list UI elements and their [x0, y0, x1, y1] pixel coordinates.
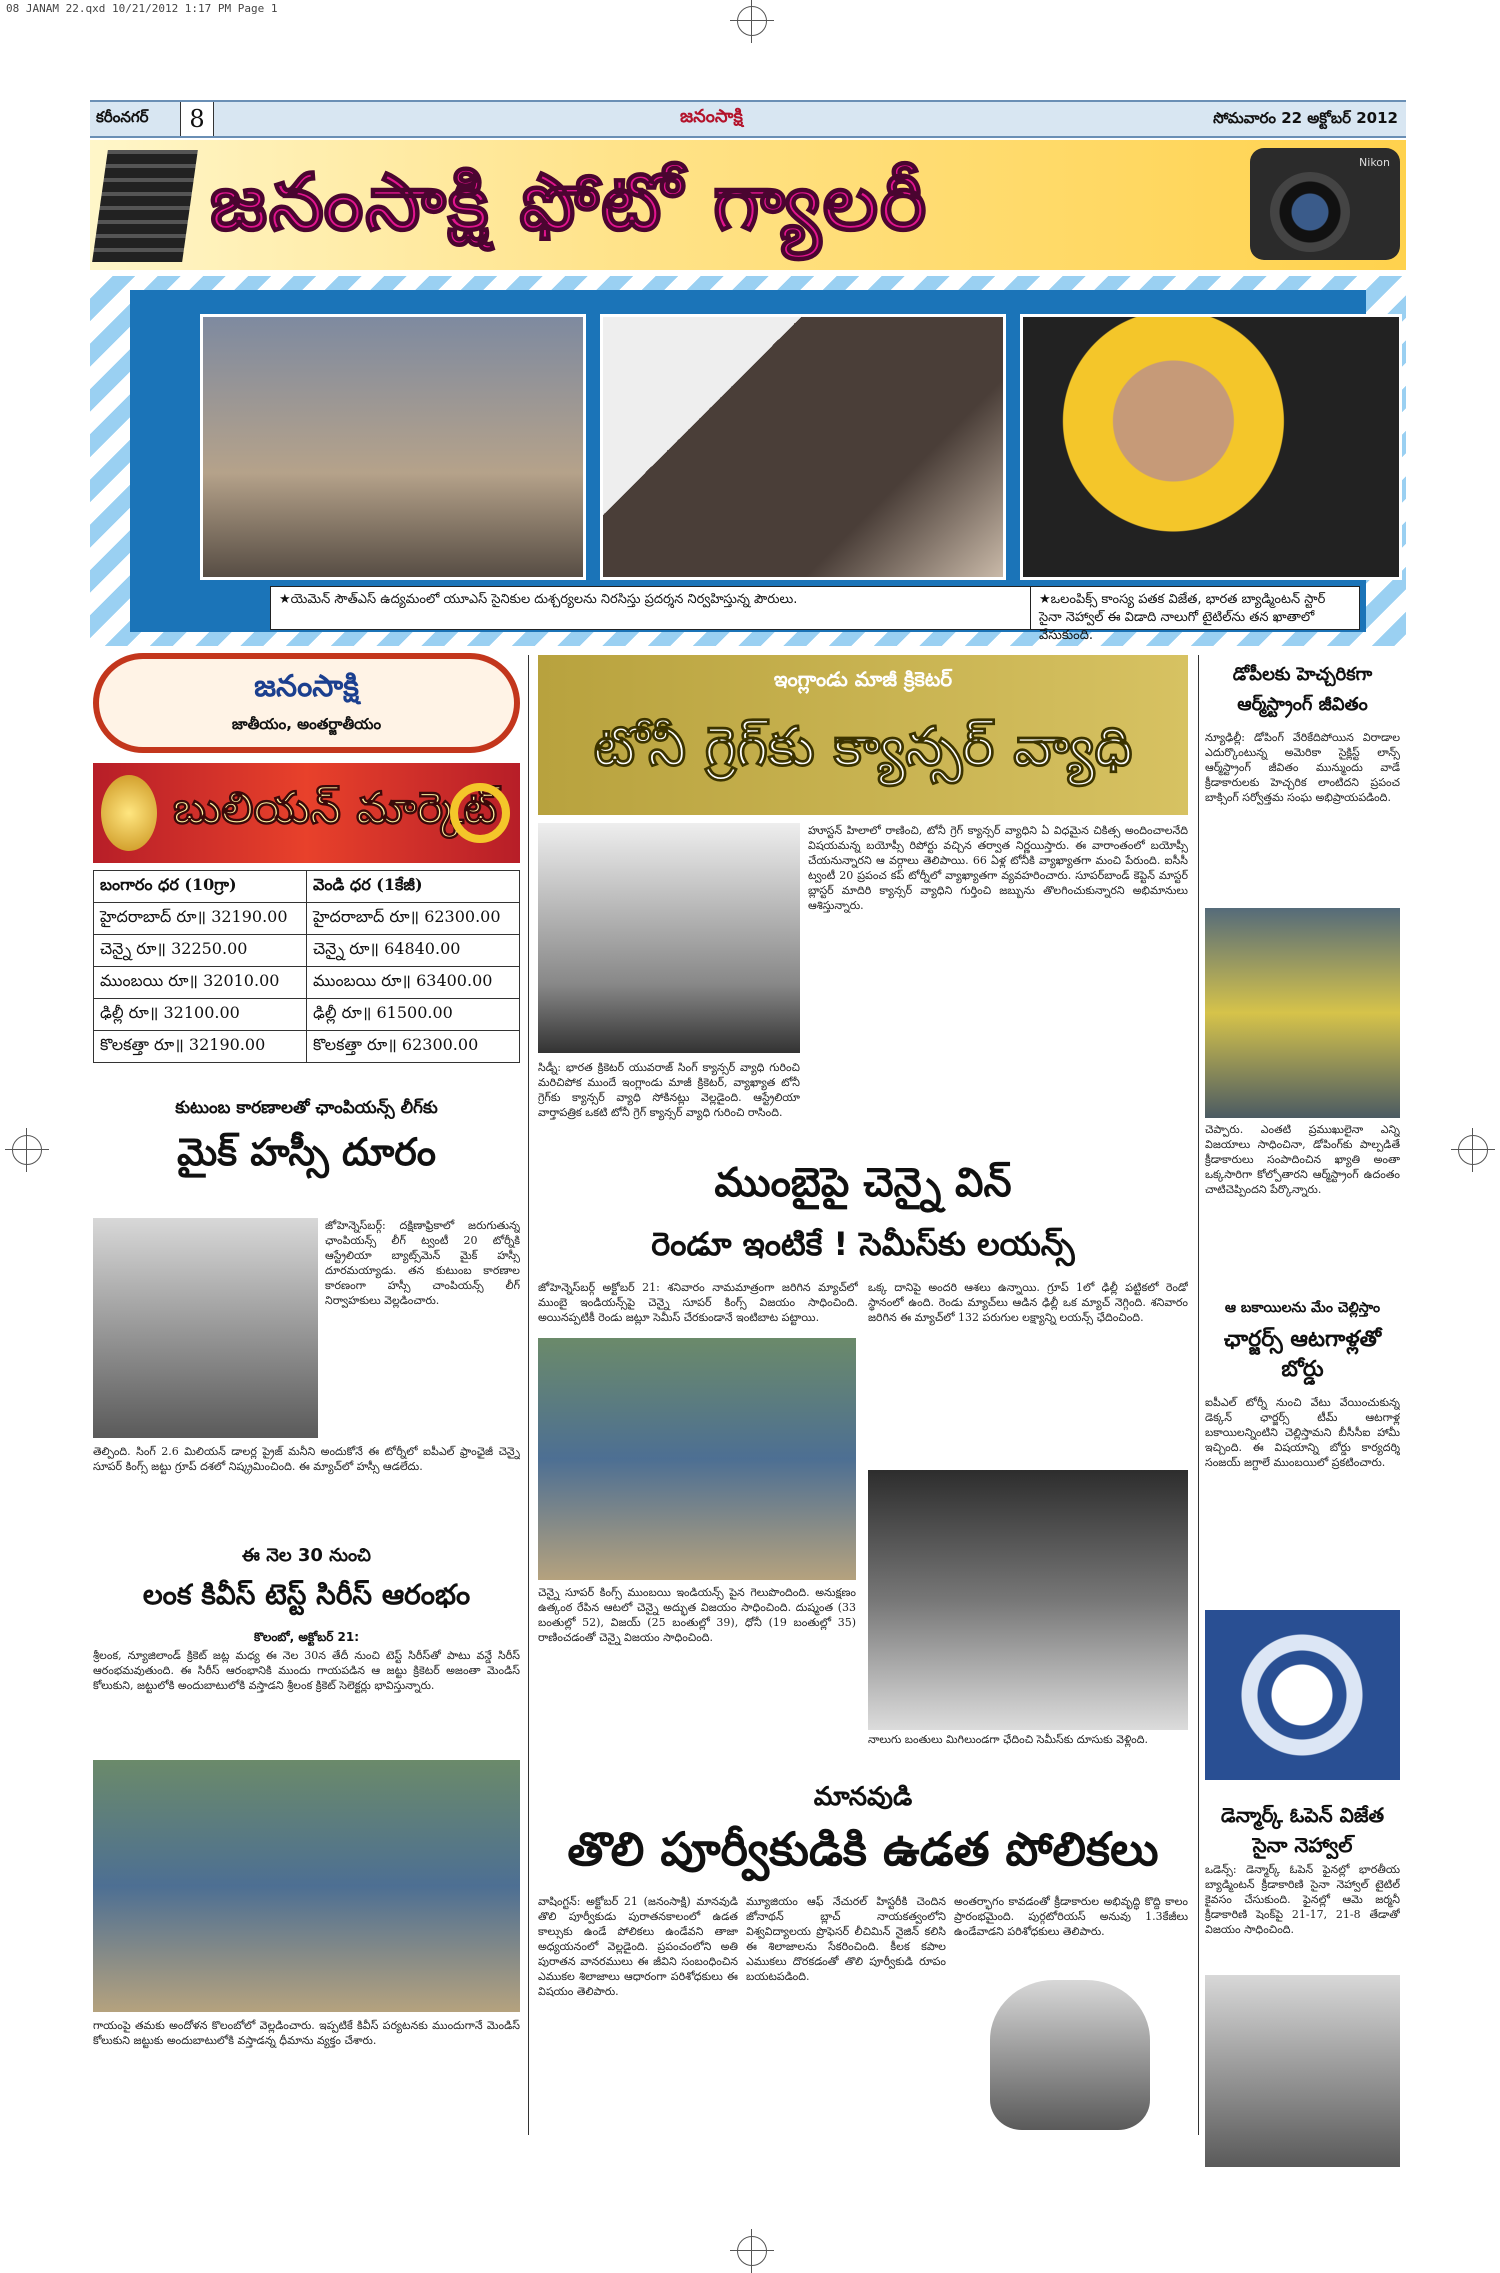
table-row: [94, 1031, 520, 1063]
yemen-protest-photo: [200, 314, 586, 580]
print-slug: 08 JANAM 22.qxd 10/21/2012 1:17 PM Page 1: [6, 2, 278, 15]
gold-price: ముంబయి రూ॥ 32010.00: [94, 967, 307, 999]
gold-header: బంగారం ధర (10గ్రా): [94, 871, 307, 903]
bullion-banner: [93, 763, 520, 863]
table-header-row: [94, 871, 520, 903]
chargers-kicker: ఆ బకాయిలను మేం చెల్లిస్తాం: [1224, 1300, 1381, 1316]
tony-greig-photo: [538, 823, 800, 1053]
camera-lens: [1270, 172, 1350, 252]
armstrong-body-2: చెప్పారు. ఎంతటి ప్రముఖులైనా ఎన్ని విజయాలు సాధించినా, డోపింగ్‌కు పాల్పడితే క్రీడాకారులు సంపాదించిన ఖ్యాతి అంతా ఒక్కసారిగా కోల్పోతారని ఆర్మ్‌స్ట్రాంగ్ ఉదంతం చాటిచెప్పిందని పేర్కొన్నారు.: [1205, 1123, 1400, 1196]
lanka-body-2: గాయంపై తమకు అందోళన కొలంబోలో వెల్లడించారు. ఇప్పటికే కివీస్ పర్యటనకు ముందుగానే మెండిస్ కోలుకుని జట్టుకు అందుబాటులోకి వస్తాడన్న ధీమాను వ్యక్తం చేశారు.: [93, 2019, 520, 2047]
armstrong-body-1: న్యూఢిల్లీ: డోపింగ్ వేరికేదిపోయిన విరాడాల ఎదుర్కొంటున్న అమెరికా సైక్లిస్ట్ లాన్స్ ఆర్మ్‌స్ట్రాంగ్ జీవితం మున్ముందు వాడే క్రీడాకారులకు హెచ్చరిక లాంటిదని ప్రపంచ బాక్సింగ్ సర్వోత్తమ సంఘ అభిప్రాయపడింది.: [1205, 731, 1400, 804]
table-row: [94, 999, 520, 1031]
ancestor-body-2: మ్యూజియం ఆఫ్ నేచురల్ హిస్టరీకి చెందిన జోనాథన్ బ్లాచ్ నాయకత్వంలోని విశ్వవిద్యాలయ ప్రొఫెసర్ లీచిమిన్ నైజిన్ కలిసి ఈ శిలాజాలను సేకరించింది. కీలక కపాల ఎముకలు దొరకడంతో తొలి పూర్వీకుడి రూపం బయటపడింది.: [746, 1895, 946, 1983]
silver-price: ఢిల్లీ రూ॥ 61500.00: [307, 999, 520, 1031]
tony-greig-body-1: హూస్టన్‌ హిలాలో రాణించి, టోనీ గ్రెగ్ క్యాన్సర్ వ్యాధిని ఏ విధమైన చికిత్స అందించాలనేది విషయమన్న బయోప్సీ రిపోర్టు వచ్చిన తర్వాత నిర్ణయిస్తారు. ఈ వారాంతంలో బయోప్సీ చేయనున్నారని ఆ వర్గాలు తెలిపాయి. 66 ఏళ్ల టోనీకి వ్యాఖ్యాతగా మంచి పేరుంది. ఐసీసీ ట్వంటీ 20 ప్రపంచ కప్ టోర్నీలో వ్యాఖ్యాతగా వ్యవహరించారు. సూపర్‌బాండ్ కెప్టెన్ మాస్టర్ బ్లాస్టర్ మాదిరి క్యాన్సర్ వ్యాధిని గుర్తించి జబ్బును తొలగించుకున్నారని అభిమానులు ఆశిస్తున్నారు.: [808, 824, 1188, 912]
gallery-caption-right: ★ఒలంపిక్స్ కాంస్య పతక విజేత, భారత బ్యాడ్మింటన్ స్టార్ సైనా నెహ్వాల్ ఈ విడాది నాలుగో టైటిల్‌ను తన ఖాతాలో వేసుకుంది.: [1030, 586, 1360, 630]
yemen-women-protest-photo: [600, 314, 1006, 580]
silver-price: చెన్నై రూ॥ 64840.00: [307, 935, 520, 967]
gold-price: హైదరాబాద్ రూ॥ 32190.00: [94, 903, 307, 935]
gallery-panel: [130, 290, 1366, 643]
table-row: [94, 935, 520, 967]
mumbai-body-2: ఒక్క దానిపై అందరి ఆశలు ఉన్నాయి. గ్రూప్ 1లో ఢిల్లీ పట్టికలో రెండో స్థానంలో ఉంది. రెండు మ్యాచ్‌లు ఆడిన ఢిల్లీ ఒక మ్యాచ్ నెగ్గింది. శనివారం జరిగిన ఈ మ్యాచ్‌లో 132 పరుగుల లక్ష్యాన్ని లయన్స్ ఛేదించింది.: [868, 1281, 1188, 1324]
table-row: [94, 967, 520, 999]
registration-mark-right: [1458, 1135, 1488, 1165]
section-brand: జనంసాక్షి: [254, 669, 359, 704]
table-row: [94, 903, 520, 935]
silver-price: ముంబయి రూ॥ 63400.00: [307, 967, 520, 999]
mumbai-headline: ముంబైపై చెన్నై విన్: [714, 1160, 1012, 1206]
saina-headline: డెన్మార్క్ ఓపెన్ విజేత సైనా నెహ్వాల్: [1220, 1803, 1385, 1857]
filmstrip-icon: [92, 150, 198, 262]
registration-mark-top: [737, 6, 767, 36]
silver-price: హైదరాబాద్ రూ॥ 62300.00: [307, 903, 520, 935]
bcci-emblem: [1235, 1628, 1369, 1762]
gold-price: ఢిల్లీ రూ॥ 32100.00: [94, 999, 307, 1031]
hussey-photo: [93, 1218, 318, 1438]
sri-lanka-team-photo: [93, 1760, 520, 2012]
mumbai-photo-caption: నాలుగు బంతులు మిగిలుండగా ఛేదించి సెమీస్‌కు దూసుకు వెళ్లింది.: [868, 1733, 1148, 1746]
hussey-body-1: జోహెన్నెస్‌బర్గ్: దక్షిణాఫ్రికాలో జరుగుతున్న ఛాంపియన్స్ లీగ్ ట్వంటీ 20 టోర్నీకి ఆస్ట్రేలియా బ్యాట్స్‌మెన్ మైక్ హస్సీ దూరమయ్యాడు. తన కుటుంబ కారణాల కారణంగా హస్సీ చాంపియన్స్ లీగ్ నిర్వాహకులు వెల్లడించారు.: [325, 1219, 520, 1307]
lanka-dateline: కొలంబో, అక్టోబర్ 21:: [253, 1630, 360, 1644]
page-header-bar: [90, 100, 1406, 138]
tony-greig-header: [538, 655, 1188, 815]
page-number: 8: [180, 102, 214, 136]
gold-price: కొలకత్తా రూ॥ 32190.00: [94, 1031, 307, 1063]
banner-title: జనంసాక్షి ఫోటో గ్యాలరీ: [210, 158, 929, 248]
ring-icon: [450, 783, 510, 843]
ancestor-illustration: [990, 1980, 1150, 2130]
tony-greig-kicker: ఇంగ్లాండు మాజీ క్రికెటర్: [773, 667, 953, 691]
photo-gallery-banner: [90, 140, 1406, 270]
bullion-title: బులియన్ మార్కెట్: [173, 783, 498, 834]
hussey-headline: మైక్ హస్సీ దూరం: [176, 1130, 437, 1174]
section-subtitle: జాతీయం, అంతర్జాతీయం: [231, 715, 382, 733]
ancestor-kicker: మానవుడి: [813, 1782, 913, 1812]
registration-mark-bottom: [737, 2236, 767, 2266]
section-brand-box: [93, 653, 520, 753]
hussey-body-2: తెల్పింది. సింగ్ 2.6 మిలియన్ డాలర్ల ప్రైజ్ మనీని అందుకోనే ఈ టోర్నీలో ఐపీఎల్ ఫ్రాంఛైజీ చెన్నై సూపర్ కింగ్స్ జట్టు గ్రూప్ దశలో నిష్క్రమించింది. ఈ మ్యాచ్‌లో హస్సీ ఆడలేదు.: [93, 1445, 520, 1473]
lanka-body-1: శ్రీలంక, న్యూజిలాండ్ క్రికెట్ జట్ల మధ్య ఈ నెల 30న తేదీ నుంచి టెస్ట్ సిరీస్‌తో పాటు వన్డే సిరీస్ ఆరంభమవుతుంది. ఈ సిరీస్ ఆరంభానికి ముందు గాయపడిన ఆ జట్టు క్రికెటర్ అజంతా మెండిస్ కోలుకుని, జట్టులోకి అందుబాటులోకి వస్తాడని శ్రీలంక క్రికెట్ సెలెక్టర్లు భావిస్తున్నారు.: [93, 1649, 520, 1692]
chargers-body: ఐపీఎల్ టోర్నీ నుంచి వేటు వేయించుకున్న డెక్కన్ ఛార్జర్స్ టీమ్ ఆటగాళ్ల బకాయిలన్నింటిని చెల్లిస్తామని బీసీసీఐ హామీ ఇచ్చింది. ఈ విషయాన్ని బోర్డు కార్యదర్శి సంజయ్ జగ్దాలే ముంబయిలో ప్రకటించారు.: [1205, 1396, 1400, 1469]
camera-brand: Nikon: [1359, 156, 1390, 169]
jewellery-icon: [101, 775, 157, 851]
saina-photo: [1205, 1975, 1400, 2167]
ancestor-body-3: అంతర్భాగం కావడంతో క్రీడాకారుల అభివృద్ధి కొద్ది కాలం ప్రారంభమైంది. పుర్గటోరియస్ అనువు 1.3కేజీలు ఉండేవాడని పరిశోధకులు తెలిపారు.: [954, 1895, 1188, 1938]
silver-price: కొలకత్తా రూ॥ 62300.00: [307, 1031, 520, 1063]
column-rule: [528, 655, 529, 2135]
chennai-players-photo: [868, 1470, 1188, 1730]
registration-mark-left: [12, 1135, 42, 1165]
bcci-logo-image: [1205, 1610, 1400, 1780]
bullion-price-table: [93, 870, 520, 1063]
tony-greig-headline: టోనీ గ్రెగ్‌కు క్యాన్సర్ వ్యాధి: [593, 715, 1133, 778]
chennai-team-photo: [538, 1338, 856, 1580]
tony-greig-body-2: సిడ్నీ: భారత క్రికెటర్ యువరాజ్ సింగ్ క్యాన్సర్ వ్యాధి గురించి మరిచిపోక ముందే ఇంగ్లాండు మాజీ క్రికెటర్, వ్యాఖ్యాత టోనీ గ్రెగ్‌కు క్యాన్సర్ వ్యాధి సోకినట్లు వెల్లడైంది. ఆస్ట్రేలియా వార్తాపత్రిక ఒకటి టోనీ గ్రెగ్ క్యాన్సర్ వ్యాధి గురించి రాసింది.: [538, 1061, 800, 1119]
gallery-caption-left: ★యెమెన్ సౌత్ఎస్ ఉద్యమంలో యూఎస్ సైనికుల దుశ్చర్యలను నిరసిస్తు ప్రదర్శన నిర్వహిస్తున్న పౌరులు.: [270, 586, 1150, 630]
mumbai-body-1: జోహెన్నెస్‌బర్గ్ అక్టోబర్ 21: శనివారం నామమాత్రంగా జరిగిన మ్యాచ్‌లో ముంబై ఇండియన్స్‌పై చెన్నై సూపర్ కింగ్స్ విజయం సాధించింది. అయినప్పటికీ రెండు జట్లూ సెమీస్ చేరకుండానే ఇంటిబాట పట్టాయి.: [538, 1281, 858, 1324]
armstrong-photo: [1205, 908, 1400, 1118]
mumbai-body-3: చెన్నై సూపర్ కింగ్స్ ముంబయి ఇండియన్స్ పైన గెలుపొందింది. అనుక్షణం ఉత్కంఠ రేపిన ఆటలో చెన్నై అద్భుత విజయం సాధించింది. దుష్మంత (33 బంతుల్లో 52), విజయ్ (25 బంతుల్లో 39), ధోనీ (19 బంతుల్లో 35) రాణించడంతో చెన్నై విజయం సాధించింది.: [538, 1586, 856, 1644]
photo-gallery: [90, 276, 1406, 646]
header-logo: జనంసాక్షి: [680, 106, 743, 127]
saina-trophy-photo: [1020, 314, 1402, 580]
mumbai-subheadline: రెండూ ఇంటికే ! సెమీస్‌కు లయన్స్: [651, 1225, 1075, 1263]
armstrong-headline: డోపీలకు హెచ్చరికగా ఆర్మ్‌స్ట్రాంగ్ జీవితం: [1232, 664, 1373, 715]
hussey-kicker: కుటుంబ కారణాలతో ఛాంపియన్స్ లీగ్‌కు: [175, 1098, 438, 1118]
column-rule: [1198, 655, 1199, 2135]
header-date: సోమవారం 22 అక్టోబర్ 2012: [1213, 109, 1398, 127]
silver-header: వెండి ధర (1కేజీ): [307, 871, 520, 903]
lanka-kicker: ఈ నెల 30 నుంచి: [242, 1545, 371, 1566]
chargers-headline: ఛార్జర్స్ ఆటగాళ్లతో బోర్డు: [1223, 1327, 1382, 1382]
ancestor-headline: తొలి పూర్వీకుడికి ఉడత పోలికలు: [567, 1822, 1159, 1876]
saina-body: ఒడెన్స్: డెన్మార్క్ ఓపెన్ ఫైనల్లో భారతీయ బ్యాడ్మింటన్ క్రీడాకారిణి సైనా నెహ్వాల్ టైటిల్ కైవసం చేసుకుంది. ఫైనల్లో ఆమె జర్మనీ క్రీడాకారిణి షెంక్‌పై 21-17, 21-8 తేడాతో విజయం సాధించింది.: [1205, 1863, 1400, 1936]
ancestor-body-1: వాషింగ్టన్: అక్టోబర్ 21 (జనంసాక్షి) మానవుడి తొలి పూర్వీకుడు పురాతనకాలంలో ఉడత కాల్సుకు ఉండే పోలికలు ఉండేవని తాజా అధ్యయనంలో వెల్లడైంది. ప్రపంచంలోని అతి పురాతన వానరములు ఈ జీవిని సంబంధించిన ఎముకల శిలాజాలు ఆధారంగా పరిశోధకులు ఈ విషయం తెలిపారు.: [538, 1895, 738, 1998]
lanka-headline: లంక కివీస్ టెస్ట్ సిరీస్ ఆరంభం: [142, 1578, 471, 1611]
gold-price: చెన్నై రూ॥ 32250.00: [94, 935, 307, 967]
header-city: కరీంనగర్: [96, 108, 149, 126]
camera-icon: [1250, 148, 1400, 260]
